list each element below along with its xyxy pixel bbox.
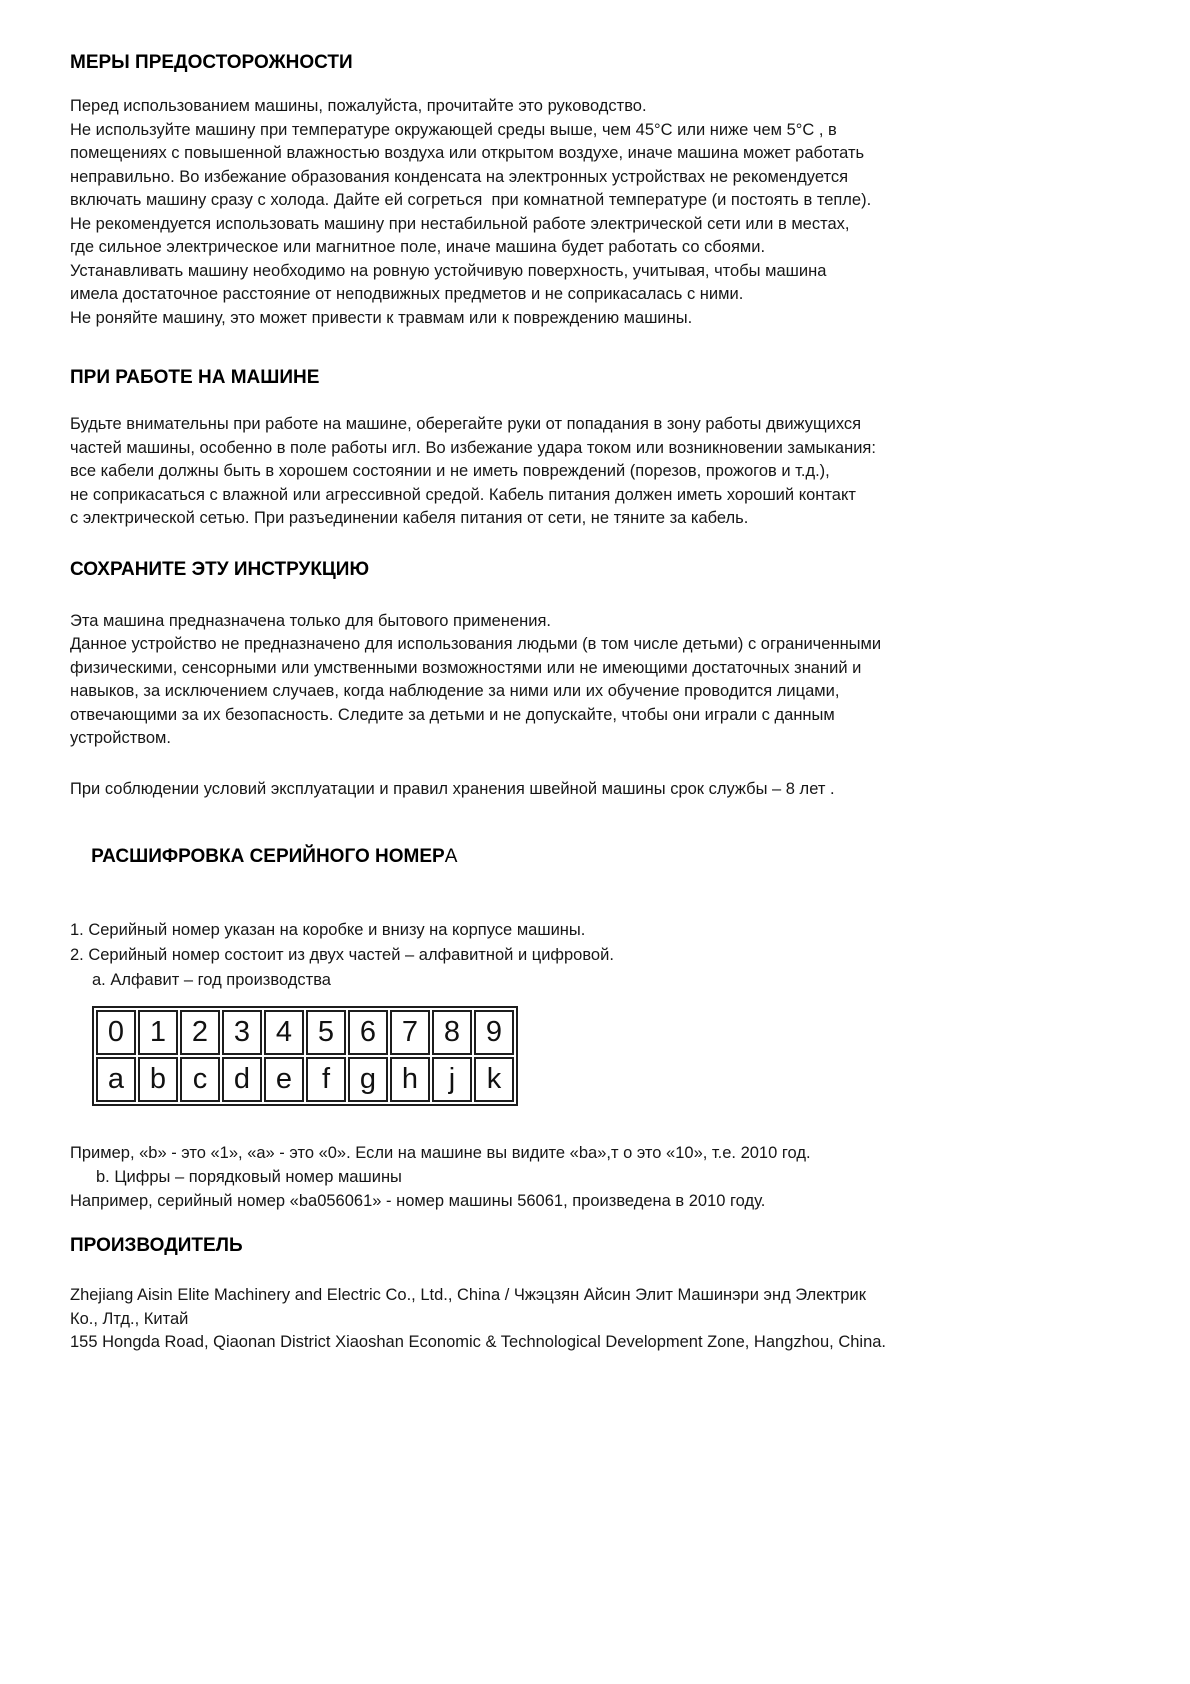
serial-number-list: [70, 918, 1150, 993]
keep-instructions-paragraph: [70, 610, 1150, 751]
text-line: имела достаточное расстояние от неподвижных предметов и не соприкасалась с ними.: [70, 285, 744, 303]
text-line: Не рекомендуется использовать машину при нестабильной работе электрической сети или в местах,: [70, 214, 850, 233]
text-line: Ко., Лтд., Китай: [70, 1309, 189, 1328]
text-line: Например, серийный номер «ba056061» - номер машины 56061, произведена в 2010 году.: [70, 1192, 766, 1210]
table-cell: 9: [474, 1010, 514, 1055]
section-heading-manufacturer: ПРОИЗВОДИТЕЛЬ: [70, 1235, 243, 1256]
table-cell: 7: [390, 1010, 430, 1055]
text-line: все кабели должны быть в хорошем состоянии и не иметь повреждений (порезов, прожогов и т.д.),: [70, 462, 830, 480]
year-code-table: [92, 1006, 518, 1106]
text-line: неправильно. Во избежание образования конденсата на электронных устройствах не рекомендуется: [70, 167, 849, 186]
operation-paragraph: [70, 413, 1150, 531]
table-cell: 4: [264, 1010, 304, 1055]
text-line: Устанавливать машину необходимо на ровную устойчивую поверхность, учитывая, чтобы машина: [70, 261, 827, 280]
list-sub-item-a: a. Алфавит – год производства: [92, 971, 331, 989]
precautions-paragraph: [70, 95, 1150, 330]
table-cell: e: [264, 1057, 304, 1102]
text-line: частей машины, особенно в поле работы игл. Во избежание удара током или возникновении замыкания:: [70, 438, 876, 457]
table-cell: h: [390, 1057, 430, 1102]
table-cell: 0: [96, 1010, 136, 1055]
table-cell: 6: [348, 1010, 388, 1055]
text-line: При соблюдении условий эксплуатации и правил хранения швейной машины срок службы – 8 лет .: [70, 779, 835, 798]
list-sub-item-b: b. Цифры – порядковый номер машины: [96, 1168, 402, 1186]
table-cell: c: [180, 1057, 220, 1102]
section-heading-operation: ПРИ РАБОТЕ НА МАШИНЕ: [70, 367, 320, 388]
text-line: Не роняйте машину, это может привести к травмам или к повреждению машины.: [70, 308, 693, 327]
text-line: Будьте внимательны при работе на машине, оберегайте руки от попадания в зону работы движущихся: [70, 415, 862, 433]
digits-row: [96, 1010, 514, 1055]
table-cell: j: [432, 1057, 472, 1102]
text-line: Не используйте машину при температуре окружающей среды выше, чем 45°С или ниже чем 5°С , в: [70, 120, 837, 139]
table-cell: a: [96, 1057, 136, 1102]
heading-regular-part: А: [444, 846, 458, 867]
table-cell: 3: [222, 1010, 262, 1055]
table-cell: d: [222, 1057, 262, 1102]
table-cell: 2: [180, 1010, 220, 1055]
text-line: помещениях с повышенной влажностью воздуха или открытом воздухе, иначе машина может работать: [70, 144, 865, 162]
heading-bold-part: РАСШИФРОВКА СЕРИЙНОГО НОМЕР: [91, 846, 445, 867]
section-heading-precautions: МЕРЫ ПРЕДОСТОРОЖНОСТИ: [70, 52, 353, 73]
text-line: устройством.: [70, 729, 171, 747]
text-line: навыков, за исключением случаев, когда наблюдение за ними или их обучение проводится лицами,: [70, 682, 840, 700]
table-cell: g: [348, 1057, 388, 1102]
list-item: 2. Серийный номер состоит из двух частей – алфавитной и цифровой.: [70, 946, 614, 964]
manufacturer-paragraph: [70, 1284, 1150, 1355]
table-cell: b: [138, 1057, 178, 1102]
text-line: отвечающими за их безопасность. Следите за детьми и не допускайте, чтобы они играли с данным: [70, 705, 835, 724]
table-cell: 8: [432, 1010, 472, 1055]
text-line: Данное устройство не предназначено для использования людьми (в том числе детьми) с ограниченными: [70, 635, 882, 653]
service-life-paragraph: [70, 778, 1150, 802]
list-item: 1. Серийный номер указан на коробке и внизу на корпусе машины.: [70, 921, 586, 939]
text-line: Перед использованием машины, пожалуйста, прочитайте это руководство.: [70, 97, 647, 115]
table-cell: k: [474, 1057, 514, 1102]
text-line: Эта машина предназначена только для бытового применения.: [70, 611, 551, 630]
section-heading-keep-instructions: СОХРАНИТЕ ЭТУ ИНСТРУКЦИЮ: [70, 558, 370, 580]
serial-example-paragraph: [70, 1141, 1150, 1213]
section-heading-serial-number: [70, 822, 1150, 891]
table-cell: 1: [138, 1010, 178, 1055]
text-line: с электрической сетью. При разъединении кабеля питания от сети, не тяните за кабель.: [70, 509, 749, 527]
text-line: Пример, «b» - это «1», «а» - это «0». Если на машине вы видите «ba»,т о это «10», т.е. 2010 год.: [70, 1144, 811, 1162]
text-line: включать машину сразу с холода. Дайте ей согреться при комнатной температуре (и постоять в тепле).: [70, 191, 872, 209]
text-line: 155 Hongda Road, Qiaonan District Xiaoshan Economic & Technological Development Zone, Hangzhou, China.: [70, 1333, 887, 1351]
table-cell: f: [306, 1057, 346, 1102]
text-line: где сильное электрическое или магнитное поле, иначе машина будет работать со сбоями.: [70, 238, 766, 256]
text-line: Zhejiang Aisin Elite Machinery and Electric Co., Ltd., China / Чжэцзян Айсин Элит Машинэри энд Электрик: [70, 1286, 866, 1304]
table-cell: 5: [306, 1010, 346, 1055]
text-line: не соприкасаться с влажной или агрессивной средой. Кабель питания должен иметь хороший контакт: [70, 485, 856, 504]
text-line: физическими, сенсорными или умственными возможностями или не имеющими достаточных знаний и: [70, 658, 862, 677]
letters-row: [96, 1057, 514, 1102]
